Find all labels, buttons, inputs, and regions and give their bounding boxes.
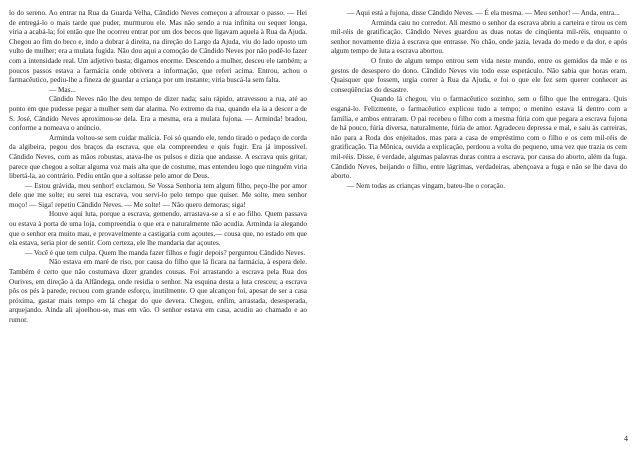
paragraph: Quando lá chegou, viu o farmacêutico sozinho, sem o filho que lhe entregara. Quis esganá-lo. Felizmente, o farmacêutico explicou tudo a tempo; o menino estava lá dentro com a família, e ambos entraram. O pai recebeu o filho com a mesma fúria com que pegara a escrava fujona de há pouco, fúria diversa, naturalmente, fúria de amor. Agradeceu depressa e mal, e saiu às carreiras, não para a Roda dos enjeitados, mas para a casa de empréstimo com o filho e os cem mil-réis de gratificação. Tia Mônica, ouvida a explicação, perdoou a volta do pequeno, uma vez que trazia os cem mil-réis. Disse, é verdade, algumas palavras duras contra a escrava, por causa do aborto, além da fuga. Cândido Neves, beijando o filho, entre lágrimas, verdadeiras, abençoava a fuga e não se lhe dava do aborto.: [331, 95, 627, 181]
paragraph: Houve aqui luta, porque a escrava, gemendo, arrastava-se a si e ao filho. Quem passava ou estava à porta de uma loja, compreendia o que era e naturalmente não acudia. Arminda ia alegando que o senhor era muito mau, e provavelmente a castigaria com açoutes,— cousa que, no estado em que ela estava, seria pior de sentir. Com certeza, ele lhe mandaria dar açoutes.: [9, 210, 307, 248]
page-number: 4: [624, 434, 628, 443]
paragraph: — Mas...: [49, 85, 76, 94]
left-text-column: [9, 9, 307, 326]
paragraph: lo do sereno. Ao entrar na Rua da Guarda Velha, Cândido Neves começou a afrouxar o passo. — Hei de entregá-lo o mais tarde que puder, murmurou ele. Mas não sendo a rua infinita ou sequer longa, viria a acabá-la; foi então que lhe ocorreu entrar por um dos becos que ligavam aquela à Rua da Ajuda. Chegou ao fim do beco e, indo a dobrar à direita, na direção do Largo da Ajuda, viu do lado oposto um vulto de mulher; era a mulata fugida. Não dou aqui a comoção de Cândido Neves por não podê-lo fazer com a intensidade real. Um adjetivo basta; digamos enorme. Descendo a mulher, desceu ele também; a poucos passos estava a farmácia onde obtivera a informação, que referi acima. Entrou, achou o farmacêutico, pediu-lhe a fineza de guardar a criança por um instante; viria buscá-la sem falta.: [9, 9, 307, 85]
paragraph: — Estou grávida, meu senhor! exclamou. Se Vossa Senhoria tem algum filho, peço-lhe por amor dele que me solte; eu serei tua escrava, vou servi-lo pelo tempo que quiser. Me solte, meu senhor moço! — Siga! repetiu Cândido Neves. — Me solte! — Não quero demoras; siga!: [9, 181, 307, 209]
paragraph: Arminda caiu no corredor. Ali mesmo o senhor da escrava abriu a carteira e tirou os cem mil-réis de gratificação. Cândido Neves guardou as duas notas de cinqüenta mil-réis, enquanto o senhor novamente dizia à escrava que entrasse. No chão, onde jazia, levada do medo e da dor, e após algum tempo de luta a escrava abortou.: [331, 18, 627, 56]
right-text-column: [331, 9, 627, 191]
paragraph: — Você é que tem culpa. Quem lhe manda fazer filhos e fugir depois? perguntou Cândido Neves.: [25, 248, 306, 257]
paragraph: — Nem todas as crianças vingam, bateu-lhe o coração.: [347, 181, 506, 190]
paragraph: Não estava em maré de riso, por causa do filho que lá ficara na farmácia, à espera dele. Também é certo que não costumava dizer grandes cousas. Foi arrastando a escrava pela Rua dos Ourives, em direção à da Alfândega, onde residia o senhor. Na esquina desta a luta cresceu; a escrava pôs os pés à parede, recuou com grande esforço, inutilmente. O que alcançou foi, apesar de ser a casa próxima, gastar mais tempo em lá chegar do que devera. Chegou, enfim, arrastada, desesperada, arquejando. Ainda ali ajoelhou-se, mas em vão. O senhor estava em casa, acudiu ao chamado e ao rumor.: [9, 258, 307, 324]
paragraph: Cândido Neves não lhe deu tempo de dizer nada; saiu rápido, atravessou a rua, até ao ponto em que pudesse pegar a mulher sem dar alarma. No extremo da rua, quando ela ia a descer a de S. José, Cândido Neves aproximou-se dela. Era a mesma, era a mulata fujona. — Arminda! bradou, conforme a nomeava o anúncio.: [9, 95, 307, 133]
paragraph: — Aqui está a fujona, disse Cândido Neves. — É ela mesma. — Meu senhor! — Anda, entra...: [347, 9, 620, 17]
paragraph: Arminda voltou-se sem cuidar malícia. Foi só quando ele, tendo tirado o pedaço de corda da algibeira, pegou dos braços da escrava, que ela compreendeu e quis fugir. Era já impossível. Cândido Neves, com as mãos robustas, atava-lhe os pulsos e dizia que andasse. A escrava quis gritar, parece que chegou a soltar alguma voz mais alta que de costume, mas entendeu logo que ninguém viria libertá-la, ao contrário. Pediu então que a soltasse pelo amor de Deus.: [9, 133, 307, 181]
paragraph: O fruto de algum tempo entrou sem vida neste mundo, entre os gemidos da mãe e os gestos de desespero do dono. Cândido Neves viu todo esse espetáculo. Não sabia que horas eram. Quaisquer que fossem, urgia correr à Rua da Ajuda, e foi o que ele fez sem querer conhecer as conseqüências do desastre.: [331, 56, 627, 94]
